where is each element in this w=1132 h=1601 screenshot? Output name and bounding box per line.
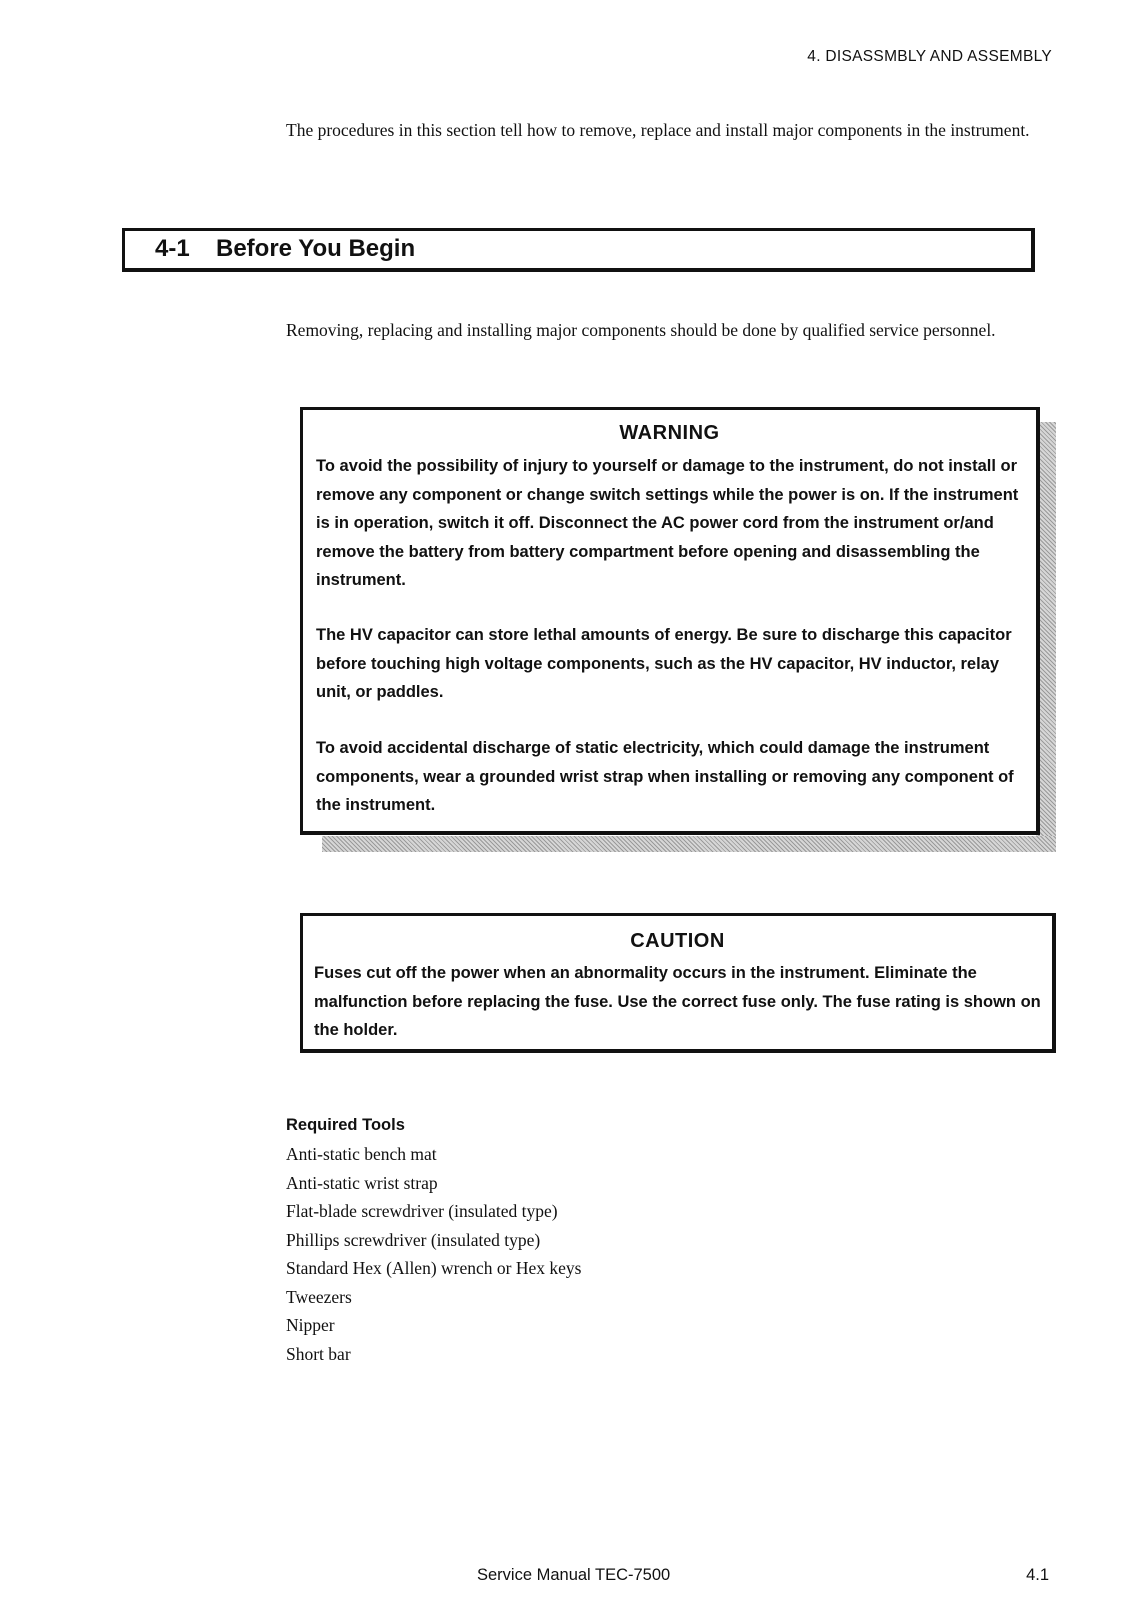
warning-heading: WARNING [619,422,720,444]
intro-paragraph: The procedures in this section tell how to remove, replace and install major components in the instrument. [286,120,1030,140]
section-number: 4-1 [155,235,190,262]
warning-paragraph-hv-capacitor: The HV capacitor can store lethal amounts of energy. Be sure to discharge this capacitor before touching high voltage components, such as the HV capacitor, HV inductor, relay unit, or paddles. [316,626,1012,701]
warning-shadow-bottom [322,836,1056,852]
caution-paragraph: Fuses cut off the power when an abnormality occurs in the instrument. Eliminate the malfunction before replacing the fuse. Use the correct fuse only. The fuse rating is shown on the holder. [314,964,1041,1039]
section-title: Before You Begin [216,235,416,262]
warning-box [300,407,1040,835]
qualified-personnel-paragraph: Removing, replacing and installing major components should be done by qualified service personnel. [286,320,996,340]
warning-paragraph-power: To avoid the possibility of injury to yourself or damage to the instrument, do not install or remove any component or change switch settings while the power is on. If the instrument is in operation, switch it off. Disconnect the AC power cord from the instrument or/and remove the battery from battery compartment before opening and disassembling the instrument. [316,457,1019,589]
tool-item: Phillips screwdriver (insulated type) [286,1229,541,1250]
caution-heading: CAUTION [630,930,725,952]
footer-manual-title: Service Manual TEC-7500 [477,1566,671,1584]
required-tools-list [286,1140,581,1368]
required-tools-heading: Required Tools [286,1116,405,1134]
tool-item: Nipper [286,1315,335,1335]
tool-item: Tweezers [286,1286,352,1307]
tool-item: Standard Hex (Allen) wrench or Hex keys [286,1258,582,1278]
caution-box [300,913,1056,1053]
running-header: 4. DISASSMBLY AND ASSEMBLY [807,48,1052,65]
warning-paragraph-static: To avoid accidental discharge of static electricity, which could damage the instrument components, wear a grounded wrist strap when installing or removing any component of the instrument. [316,739,1014,814]
section-heading-box [122,228,1035,272]
footer-page-number: 4.1 [1026,1566,1049,1584]
tool-item: Flat-blade screwdriver (insulated type) [286,1201,558,1221]
tool-item: Short bar [286,1343,351,1364]
tool-item: Anti-static wrist strap [286,1172,438,1193]
tool-item: Anti-static bench mat [286,1144,437,1164]
